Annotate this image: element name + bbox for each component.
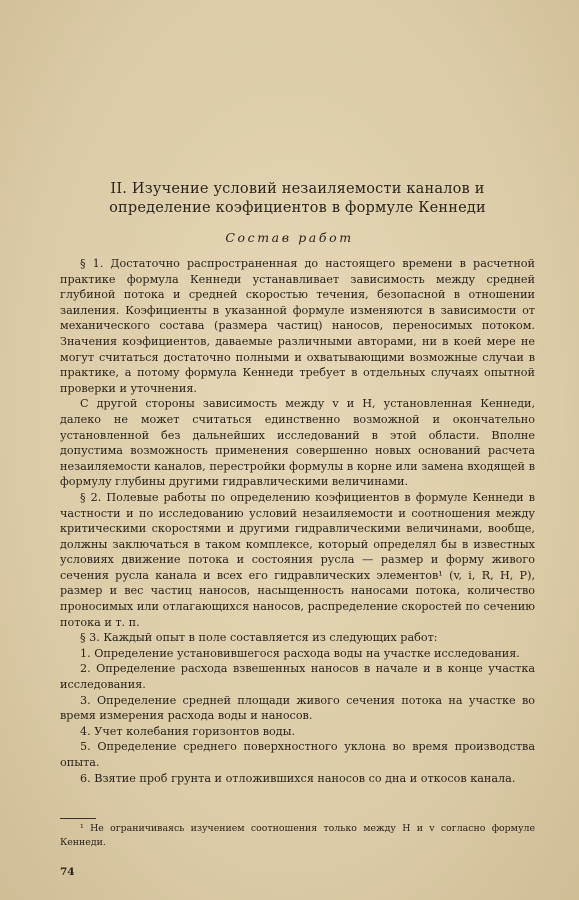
list-item-2: 2. Определение расхода взвешенных наносов в начале и в конце участка исследования. xyxy=(60,662,535,692)
list-item-5: 5. Определение среднего поверхностного уклона во время производства опыта. xyxy=(60,740,535,769)
page-number: 74 xyxy=(60,866,75,878)
paragraph-2: С другой стороны зависимость между v и H, установленная Кеннеди, далеко не может считаться единственно возможной и окончательно установленной без дальнейших исследований в этой области. Вполне допустима возможность применения совершенно новых оснований расчета незаиляемости каналов, перестройки формулы в корне или замена входящей в формулу глубины другими гидравлическими величинами. xyxy=(60,397,535,489)
body-text xyxy=(60,256,535,786)
list-item-1: 1. Определение установившегося расхода воды на участке исследования. xyxy=(80,646,520,660)
section-subheading: Состав работ xyxy=(225,230,354,245)
footnote: ¹ Не ограничиваясь изучением соотношения только между H и v согласно формуле Кеннеди. xyxy=(60,823,535,848)
section-heading: II. Изучение условий незаиляемости каналов и определение коэфициентов в формуле Кеннеди xyxy=(109,181,486,216)
paragraph-1: § 1. Достаточно распространенная до настоящего времени в расчетной практике формула Кеннеди устанавливает зависимость между средней глубиной потока и средней скоростью течения, безопасной в отношении заиления. Коэфициенты в указанной формуле изменяются в зависимости от механического состава (размера частиц) наносов, переносимых потоком. Значения коэфициентов, даваемые различными авторами, ни в коей мере не могут считаться достаточно полными и охватывающими возможные случаи в практике, а потому формула Кеннеди требует в отдельных случаях опытной проверки и уточнения. xyxy=(60,257,535,395)
paragraph-4: § 3. Каждый опыт в поле составляется из следующих работ: xyxy=(80,631,438,645)
list-item-6: 6. Взятие проб грунта и отложившихся наносов со дна и откосов канала. xyxy=(80,771,516,785)
list-item-3: 3. Определение средней площади живого сечения потока на участке во время измерения расхода воды и наносов. xyxy=(60,693,535,723)
list-item-4: 4. Учет колебания горизонтов воды. xyxy=(80,724,296,738)
footnote-divider xyxy=(60,818,96,819)
paragraph-3: § 2. Полевые работы по определению коэфициентов в формуле Кеннеди в частности и по исследованию условий незаиляемости и соотношения между критическими скоростями и другими гидравлическими величинами, вообще, должны заключаться в таком комплексе, который определял бы в известных условиях движение потока и состояния русла — размер и форму живого сечения русла канала и всех его гидравлических элементов¹ (v, i, R, H, P), размер и вес частиц наносов, насыщенность наносами потока, количество проносимых или отлагающихся наносов, распределение скоростей по сечению потока и т. п. xyxy=(60,490,535,629)
